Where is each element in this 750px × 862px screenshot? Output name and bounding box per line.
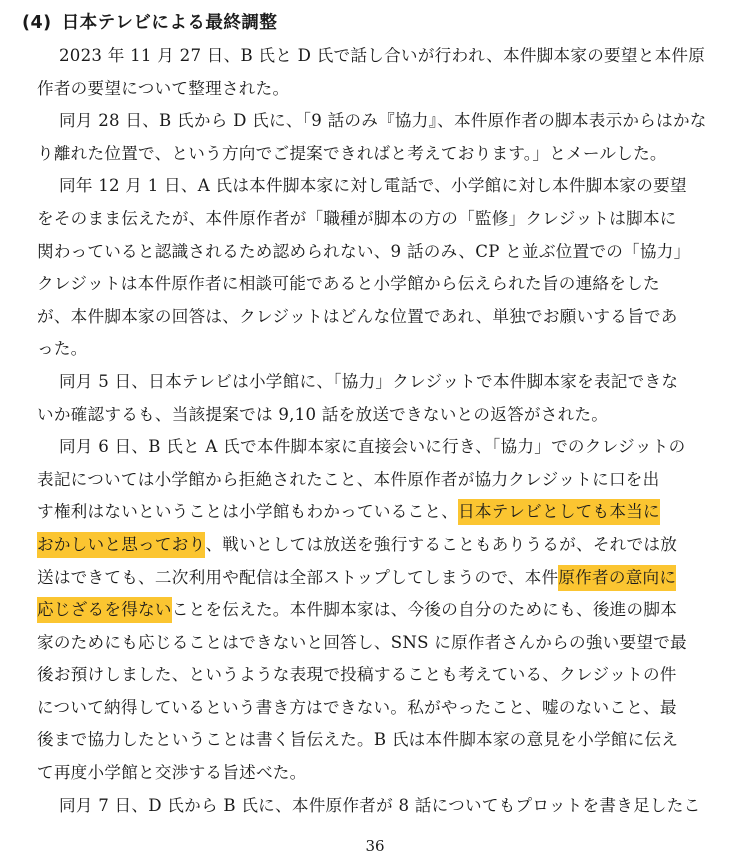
text-segment: 2023 年 11 月 27 日、B 氏と D 氏で話し合いが行われ、本件脚本家の要望と本件原 <box>59 46 706 65</box>
highlighted-text: おかしいと思っており <box>37 532 205 558</box>
highlighted-text: 応じざるを得ない <box>37 597 172 623</box>
section-title: 日本テレビによる最終調整 <box>61 13 278 33</box>
text-segment: 関わっていると認識されるため認められない、9 話のみ、CP と並ぶ位置での「協力」 <box>37 241 691 261</box>
text-line <box>37 333 727 366</box>
text-segment: 後お預けしました、というような表現で投稿することも考えている、クレジットの件 <box>37 665 677 685</box>
text-line <box>37 529 727 562</box>
text-line <box>37 790 727 823</box>
body-text <box>37 40 727 822</box>
text-line <box>37 692 727 725</box>
text-line <box>37 366 727 399</box>
highlighted-text: 日本テレビとしても本当に <box>458 499 660 525</box>
paragraph <box>37 431 727 790</box>
text-segment: 同月 7 日、D 氏から B 氏に、本件原作者が 8 話についてもプロットを書き足したこ <box>59 795 701 815</box>
text-line <box>37 496 727 529</box>
text-segment: 後まで協力したということは書く旨伝えた。B 氏は本件脚本家の意見を小学館に伝え <box>37 730 679 750</box>
text-segment: 同月 6 日、B 氏と A 氏で本件脚本家に直接会いに行き、「協力」でのクレジットの <box>59 437 686 457</box>
text-line <box>37 562 727 595</box>
text-line <box>37 399 727 432</box>
text-line <box>37 757 727 790</box>
text-segment: 同年 12 月 1 日、A 氏は本件脚本家に対し電話で、小学館に対し本件脚本家の要望 <box>59 176 687 196</box>
text-line <box>37 301 727 334</box>
text-line <box>37 236 727 269</box>
text-segment: をそのまま伝えたが、本件原作者が「職種が脚本の方の「監修」クレジットは脚本に <box>37 208 677 228</box>
text-line <box>37 659 727 692</box>
text-segment: り離れた位置で、という方向でご提案できればと考えております。」とメールした。 <box>37 143 667 163</box>
text-line <box>37 105 727 138</box>
page-number: 36 <box>365 837 385 855</box>
text-line <box>37 594 727 627</box>
section-heading <box>22 10 277 36</box>
text-segment: った。 <box>37 339 88 359</box>
text-segment: が、本件脚本家の回答は、クレジットはどんな位置であれ、単独でお願いする旨であ <box>37 306 678 326</box>
text-segment: て再度小学館と交渉する旨述べた。 <box>37 763 307 783</box>
paragraph <box>37 366 727 431</box>
text-segment: ことを伝えた。本件脚本家は、今後の自分のためにも、後進の脚本 <box>171 600 678 620</box>
text-segment: について納得しているという書き方はできない。私がやったこと、嘘のないこと、最 <box>37 697 677 717</box>
text-segment: いか確認するも、当該提案では 9,10 話を放送できないとの返答がされた。 <box>37 404 609 424</box>
text-line <box>37 40 727 73</box>
text-line <box>37 170 727 203</box>
text-segment: 同月 5 日、日本テレビは小学館に、「協力」クレジットで本件脚本家を表記できな <box>59 371 679 391</box>
text-segment: 、戦いとしては放送を強行することもありうるが、それでは放 <box>205 534 678 554</box>
text-line <box>37 431 727 464</box>
text-line <box>37 464 727 497</box>
text-segment: 表記については小学館から拒絶されたこと、本件原作者が協力クレジットに口を出 <box>37 469 660 489</box>
highlighted-text: 原作者の意向に <box>558 565 676 591</box>
text-line <box>37 627 727 660</box>
text-line <box>37 73 727 106</box>
paragraph <box>37 790 727 823</box>
text-line <box>37 203 727 236</box>
section-number: (4) <box>22 13 52 33</box>
text-segment: クレジットは本件原作者に相談可能であると小学館から伝えられた旨の連絡をした <box>37 274 660 294</box>
paragraph <box>37 170 727 366</box>
text-line <box>37 268 727 301</box>
text-segment: 同月 28 日、B 氏から D 氏に、「9 話のみ『協力』、本件原作者の脚本表示からはかな <box>59 111 707 131</box>
text-segment: 作者の要望について整理された。 <box>37 78 290 98</box>
text-line <box>37 138 727 171</box>
text-segment: 送はできても、二次利用や配信は全部ストップしてしまうので、本件 <box>37 567 559 587</box>
paragraph <box>37 105 727 170</box>
text-line <box>37 724 727 757</box>
text-segment: 家のためにも応じることはできないと回答し、SNS に原作者さんからの強い要望で最 <box>37 632 687 652</box>
paragraph <box>37 40 727 105</box>
text-segment: す権利はないということは小学館もわかっていること、 <box>37 502 459 522</box>
